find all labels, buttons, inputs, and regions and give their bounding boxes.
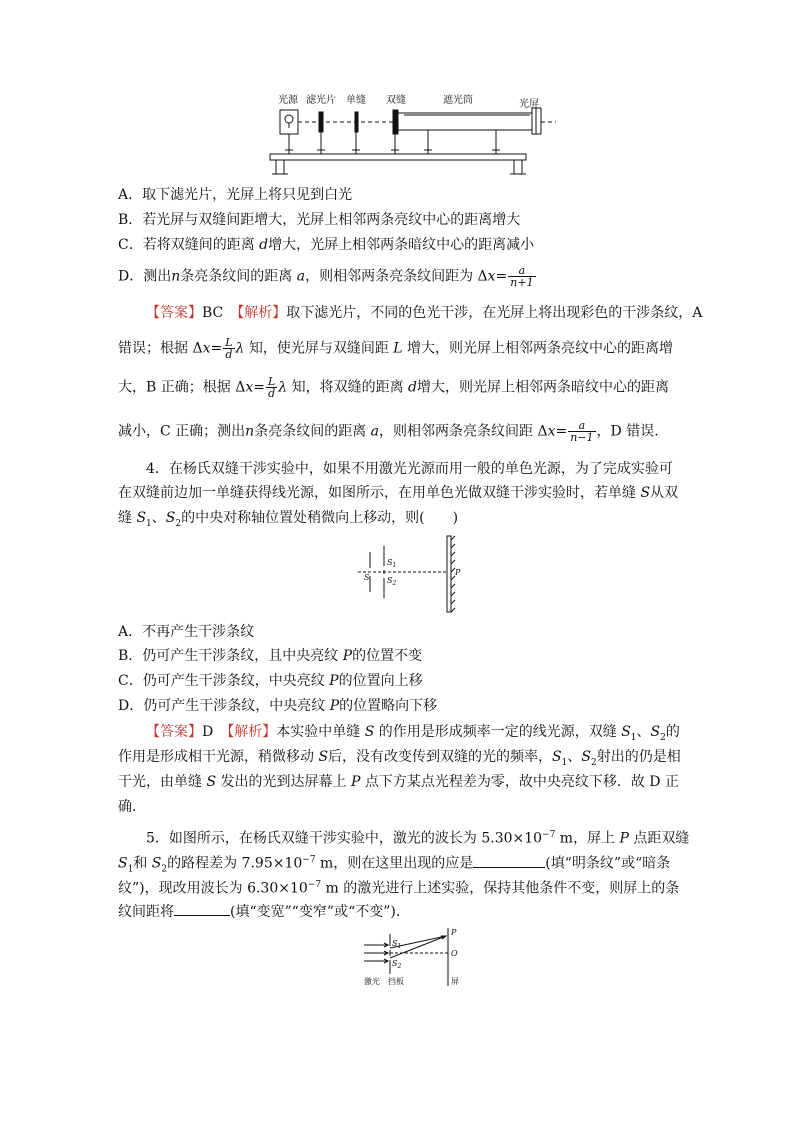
analysis-tag: 【解析】 — [227, 724, 277, 740]
q3-analysis-line2: 错误；根据 Δx= $\frac{L}{d}$ λ 知，使光屏与双缝间距 L 增大，则光屏上相邻两条亮纹中心的距离增 — [118, 336, 674, 361]
q3-option-d: D．测出n条亮条纹间的距离 a，则相邻两条亮条纹间距为 Δx= $\frac{a}{n+1}$ — [118, 264, 534, 289]
q4-slit-figure — [354, 532, 466, 614]
analysis-tag: 【解析】 — [237, 305, 287, 321]
optical-bench — [270, 154, 526, 160]
q5-label-o: O — [451, 949, 458, 958]
q4-label-s1: $S_1$ — [387, 558, 397, 569]
label-single-slit: 单缝 — [346, 95, 366, 106]
single-slit-icon — [355, 112, 358, 132]
q4-label-s2: $S_2$ — [387, 576, 397, 587]
q5-laser-figure — [360, 926, 470, 988]
q5-label-screen: 屏 — [451, 977, 459, 986]
label-light-source: 光源 — [278, 95, 298, 106]
q4-option-c: C．仍可产生干涉条纹，中央亮纹 P的位置向上移 — [118, 673, 423, 689]
shade-tube-icon — [398, 113, 532, 130]
q4-analysis-line4: 确． — [118, 799, 146, 815]
label-screen: 光屏 — [519, 99, 539, 110]
label-double-slit: 双缝 — [386, 95, 406, 106]
q3-analysis-line3: 大，B 正确；根据 Δx= $\frac{L}{d}$ λ 知，将双缝的距离 d增大，则光屏上相邻两条暗纹中心的距离 — [118, 375, 670, 400]
q4-label-p: P — [455, 568, 461, 577]
q4-stem-line2: 在双缝前边加一单缝获得线光源，如图所示，在用单色光做双缝干涉实验时，若单缝 S从双 — [118, 485, 679, 501]
q3-option-b: B．若光屏与双缝间距增大，光屏上相邻两条亮纹中心的距离增大 — [118, 212, 521, 228]
q5-stem-line1: 5．如图所示，在杨氏双缝干涉实验中，激光的波长为 $5.30\times 10^{-7}$ m，屏上 P 点距双缝 — [146, 830, 690, 847]
q4-screen — [447, 536, 451, 612]
label-filter: 滤光片 — [306, 95, 336, 106]
double-slit-icon — [393, 110, 398, 134]
q5-label-s2: $S_2$ — [392, 959, 402, 970]
q5-label-s1: $S_1$ — [392, 939, 402, 950]
q3-formula-fraction: $\frac{a}{n+1}$ — [510, 264, 534, 289]
q4-stem-line3: 缝 $S_1$、$S_2$的中央对称轴位置处稍微向上移动，则( ) — [118, 510, 459, 529]
q4-analysis-line1: 【答案】D 【解析】本实验中单缝 S 的作用是形成频率一定的线光源，双缝 $S_1$、$S_2$的 — [146, 724, 680, 743]
answer-blank-2[interactable] — [174, 901, 230, 916]
q5-label-p: P — [451, 928, 457, 937]
label-shade-tube: 遮光筒 — [443, 95, 473, 106]
q4-option-d: D．仍可产生干涉条纹，中央亮纹 P的位置略向下移 — [118, 698, 438, 714]
q3-analysis-line4: 减小，C 正确；测出n条亮条纹间的距离 a，则相邻两条亮条纹间距 Δx= $\frac{a}{n-1}$ ，D 错误． — [118, 419, 669, 444]
q5-stem-line3: 纹”)，现改用波长为 $6.30\times 10^{-7}$ m 的激光进行上述实验，保持其他条件不变，则屏上的条 — [118, 880, 680, 897]
light-source-icon — [280, 110, 298, 134]
answer-tag: 【答案】 — [146, 305, 202, 321]
q5-stem-line2: $S_1$和 $S_2$的路程差为 $7.95\times 10^{-7}$ m，则在这里出现的应是 (填“明条纹”或“暗条 — [118, 851, 678, 878]
q5-stem-line4: 纹间距将 (填“变宽”“变窄”或“不变”)． — [118, 901, 678, 921]
answer-blank-1[interactable] — [473, 853, 545, 868]
q3-option-c: C．若将双缝间的距离 d增大，光屏上相邻两条暗纹中心的距离减小 — [118, 237, 535, 253]
answer-tag: 【答案】 — [146, 724, 202, 740]
q5-label-laser: 激光 — [364, 977, 380, 986]
filter-icon — [319, 112, 323, 132]
q3-option-a: A．取下滤光片，光屏上将只见到白光 — [118, 187, 353, 203]
q4-label-s: S — [364, 573, 370, 582]
q3-analysis-line1: 【答案】BC 【解析】取下滤光片，不同的色光干涉，在光屏上将出现彩色的干涉条纹，A — [146, 305, 703, 321]
q4-option-b: B．仍可产生干涉条纹，且中央亮纹 P的位置不变 — [118, 648, 423, 664]
apparatus-figure — [268, 92, 558, 178]
q4-analysis-line2: 作用是形成相干光源，稍微移动 S后，没有改变传到双缝的光的频率，$S_1$、$S_2$射出的仍是相 — [118, 749, 681, 768]
q4-analysis-line3: 干光，由单缝 S 发出的光到达屏幕上 P 点下方某点光程差为零，故中央亮纹下移．故 D 正 — [118, 774, 679, 790]
q5-label-plate: 挡板 — [388, 977, 404, 986]
q4-stem-line1: 4．在杨氏双缝干涉实验中，如果不用激光光源而用一般的单色光源，为了完成实验可 — [146, 461, 673, 477]
q4-option-a: A．不再产生干涉条纹 — [118, 624, 255, 640]
